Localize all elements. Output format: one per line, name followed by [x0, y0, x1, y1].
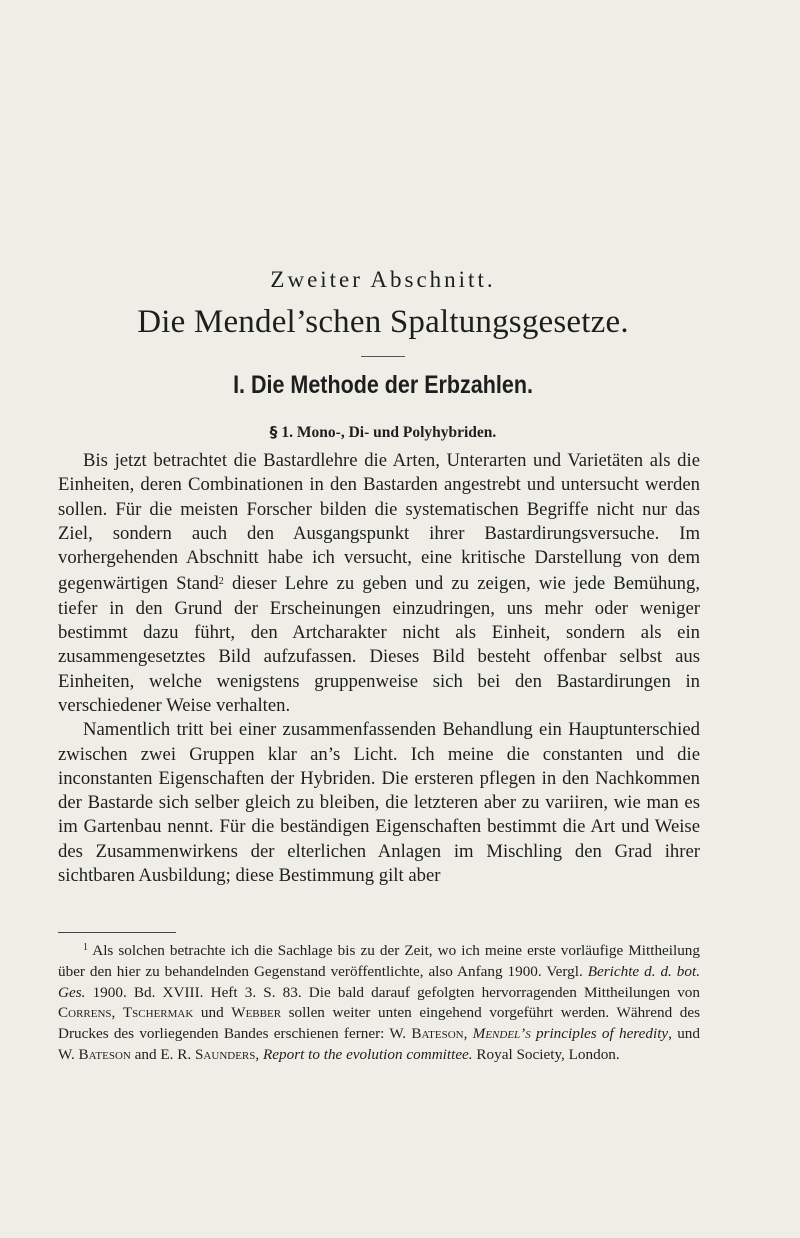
footnote-reference-report: Report to the evolution committee. — [262, 1045, 473, 1063]
footnote-text-7: Royal Society, London. — [472, 1045, 620, 1063]
author-saunders: Saunders — [194, 1045, 256, 1063]
footnote-divider — [58, 932, 176, 933]
section-title: I. Die Methode der Erbzahlen. — [233, 371, 533, 399]
author-mendel: Mendel’s — [472, 1025, 531, 1043]
footnote-reference-principles: principles of heredity — [530, 1025, 669, 1043]
footnote-mark: 1 — [83, 942, 88, 953]
paragraph-1-part-1: Bis jetzt betrachtet die Bastardlehre die Arten, Unterarten und Varietäten als die Einheiten, deren Combinationen in den Bastarden angestrebt und untersucht werden sollen. Für die meisten Forscher bilden die systematischen Begriffe nicht nur das Ziel, sondern auch den Ausgangspunkt ihrer Bastardirungsversuche. Im vorhergehenden Abschnitt habe ich versucht, eine kritische Darstellung von dem gegenwärtigen Stand — [58, 450, 700, 595]
footnote-text-4: sollen weiter unten eingehend vorgeführt werden. Während des Druckes des vorliegenden Bandes erschienen ferner: W. — [58, 1004, 700, 1043]
footnote — [58, 938, 700, 1066]
author-tschermak: Tschermak — [122, 1004, 194, 1022]
footnote-separator-3: , — [255, 1045, 263, 1063]
footnote-separator-2: , — [463, 1025, 473, 1043]
author-correns: Correns — [58, 1004, 112, 1022]
author-bateson-2: Bateson — [78, 1045, 131, 1063]
subsection-title-text: 1. Mono-, Di- und Polyhybriden. — [281, 424, 497, 441]
footnote-text-2: 1900. Bd. XVIII. Heft 3. S. 83. Die bald darauf gefolgten hervorragenden Mittheilungen von — [85, 983, 700, 1001]
paragraph-1 — [58, 449, 700, 718]
part-heading: Zweiter Abschnitt. — [270, 267, 496, 292]
paragraph-1-part-2: dieser Lehre zu geben und zu zeigen, wie jede Bemühung, tiefer in den Grund der Erscheinungen einzudringen, uns mehr oder weniger bestimmt dazu führt, den Artcharakter nicht als Einheit, sondern als ein zusammengesetztes Bild aufzufassen. Dieses Bild besteht offenbar selbst aus Einheiten, welche wenigstens gruppenweise sich bei den Bastardirungen in verschiedener Weise verhalten. — [58, 573, 700, 716]
footnote-text-5: , und W. — [58, 1025, 700, 1063]
paragraph-2: Namentlich tritt bei einer zusammenfassenden Behandlung ein Hauptunterschied zwischen zwei Gruppen klar an’s Licht. Ich meine die constanten und die inconstanten Eigenschaften der Hybriden. Die ersteren pflegen in den Nachkommen der Bastarde sich selber gleich zu bleiben, die letzteren aber zu variiren, wie man es im Gartenbau nennt. Für die beständigen Eigenschaften bestimmt die Art und Weise des Zusammenwirkens der elterlichen Anlagen im Mischling den Grad ihrer sichtbaren Ausbildung; diese Bestimmung gilt aber — [58, 719, 700, 887]
title-divider — [361, 356, 405, 357]
author-webber: Webber — [231, 1004, 282, 1022]
footnote-text-3: und — [193, 1004, 232, 1022]
footnote-reference-berichte: Berichte d. d. bot. Ges. — [58, 962, 701, 1001]
note-reference-mark: 2 — [218, 576, 224, 588]
footnote-separator-1: , — [111, 1004, 123, 1022]
footnote-text-1: Als solchen betrachte ich die Sachlage bis zu der Zeit, wo ich meine erste vorläufige Mittheilung über den hier zu behandelnden Gegenstand veröffentlichte, also Anfang 1900. Vergl. — [58, 942, 700, 980]
subsection-title — [58, 423, 708, 442]
section-symbol: § — [269, 423, 278, 441]
body-text — [58, 449, 700, 888]
author-bateson: Bateson — [411, 1025, 464, 1043]
footnote-text-6: and E. R. — [130, 1045, 195, 1063]
chapter-title: Die Mendel’schen Spaltungsgesetze. — [137, 304, 629, 340]
